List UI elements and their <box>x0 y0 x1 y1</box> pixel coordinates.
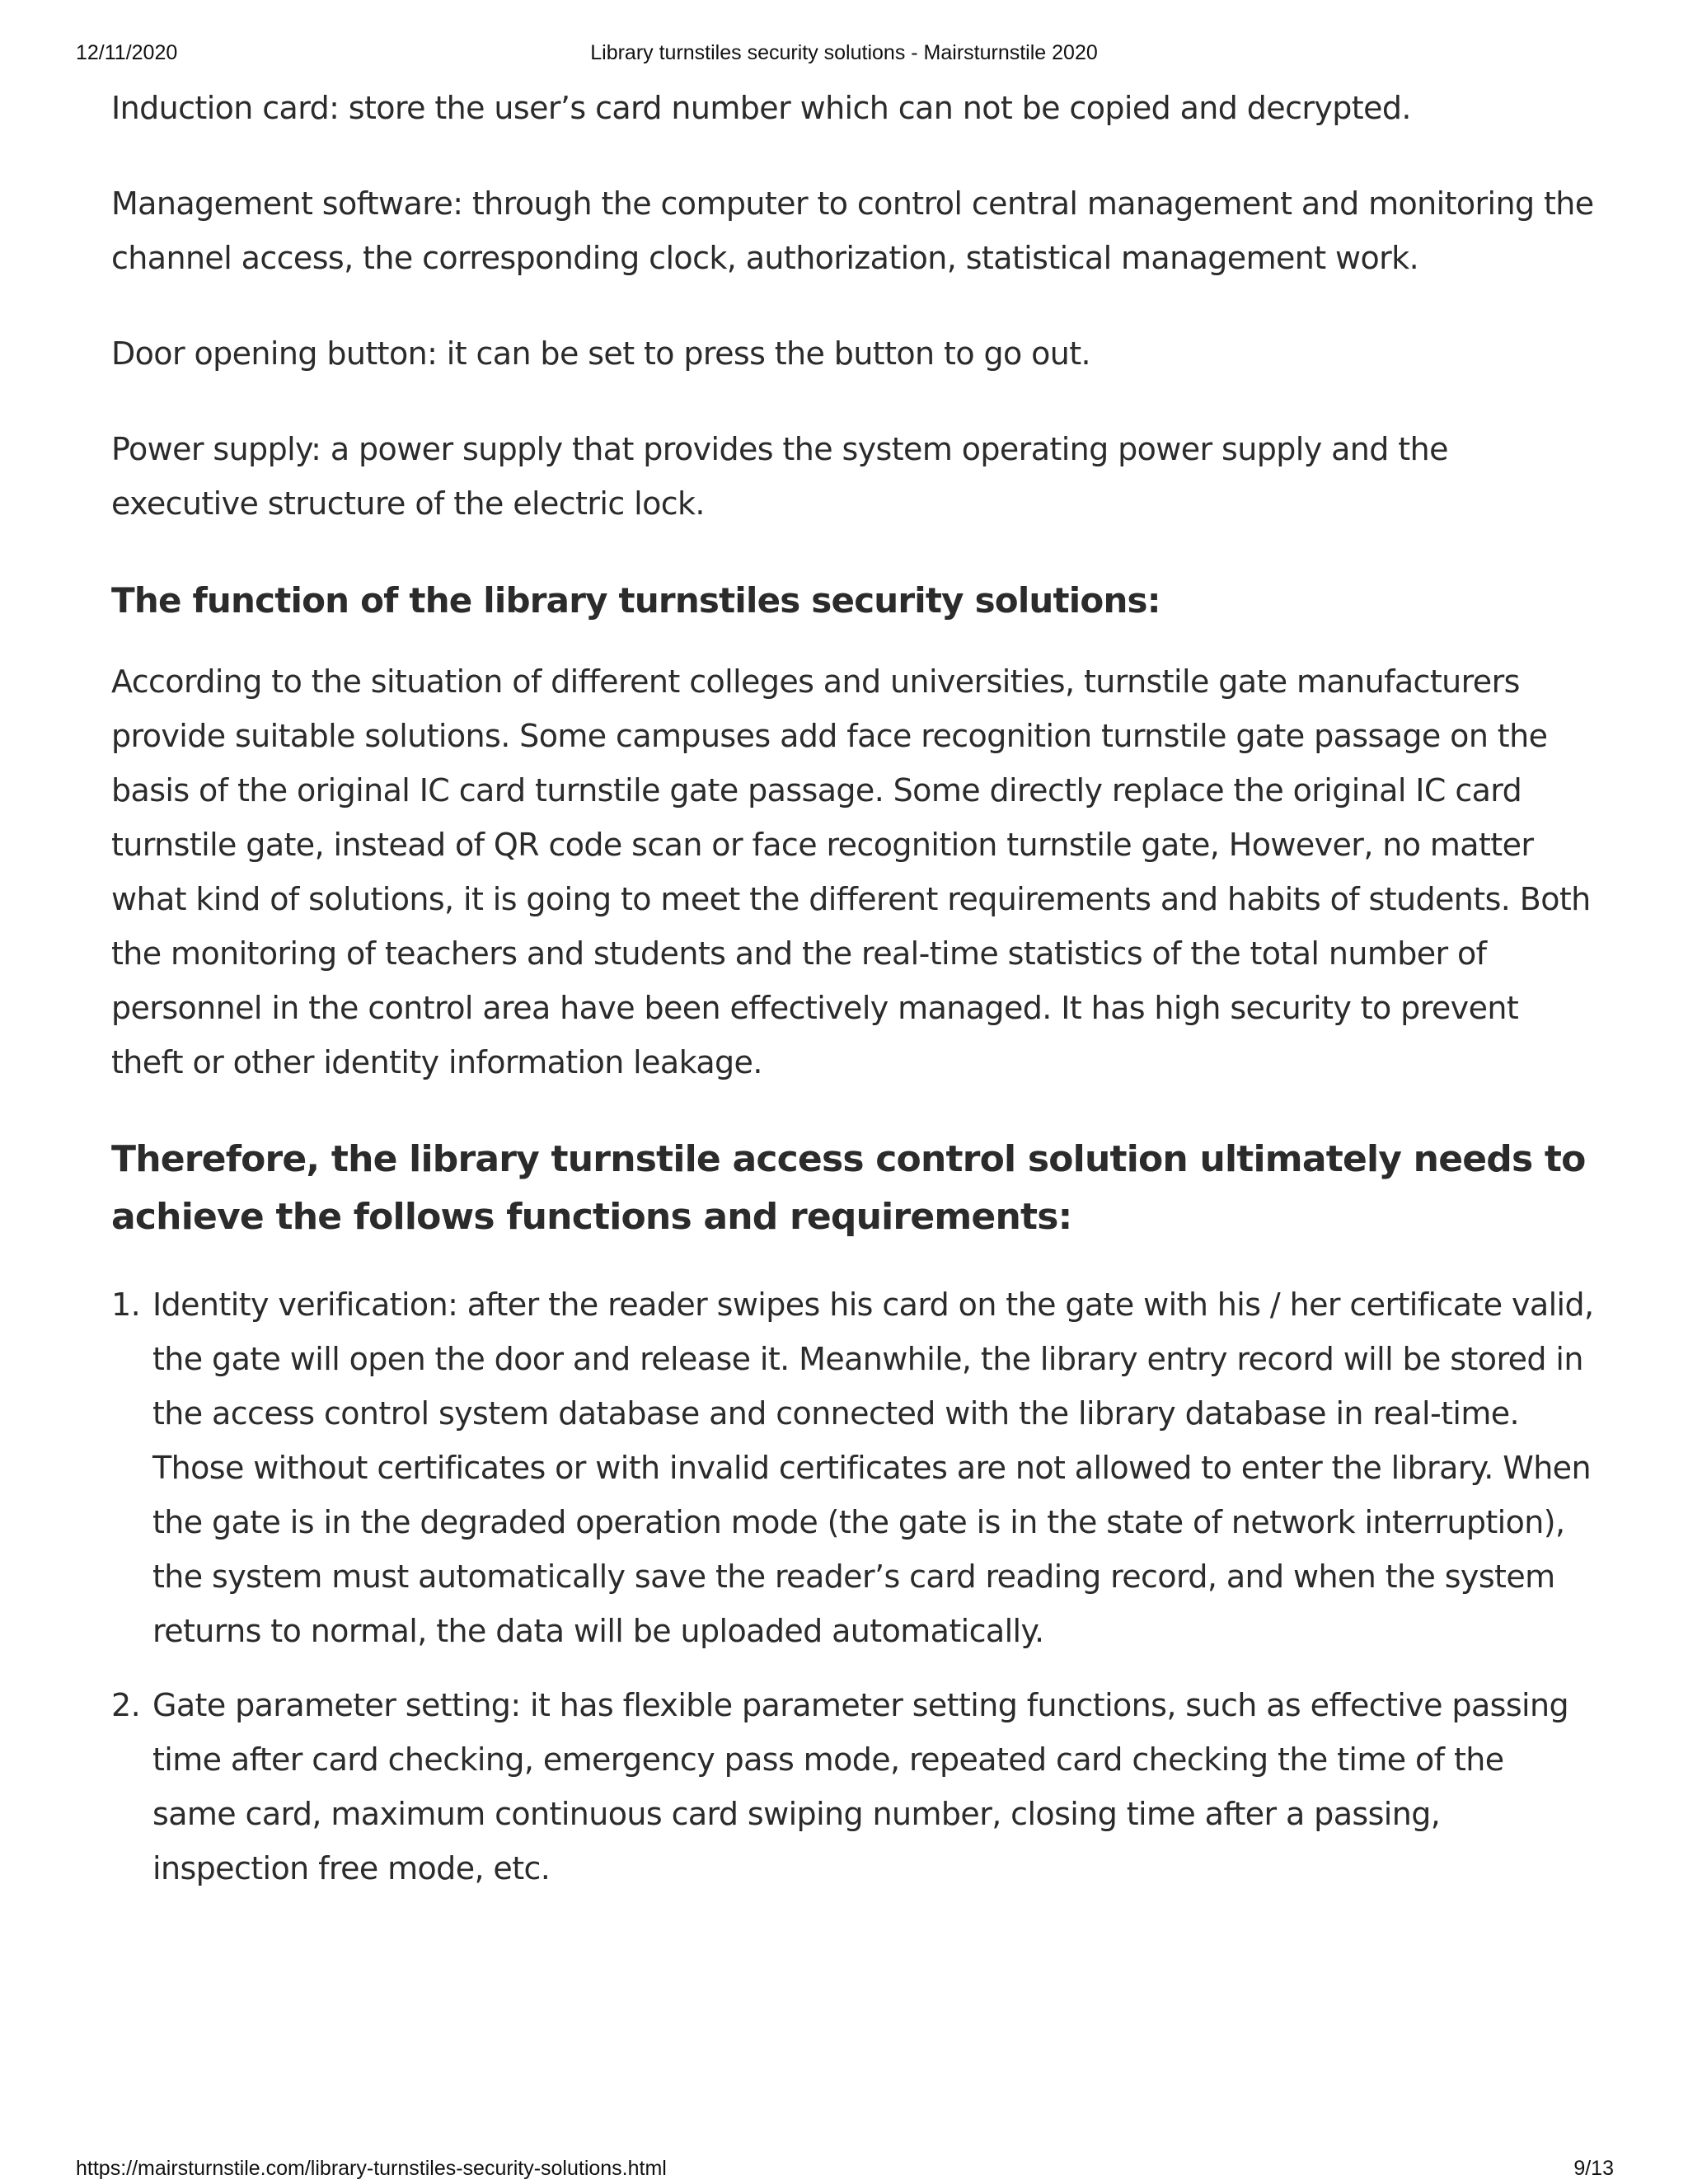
paragraph-management-software: Management software: through the computer to control central management and monitoring the channel access, the corresponding clock, authorization, statistical management work. <box>111 185 1594 276</box>
list-item <box>111 1678 1595 1896</box>
list-item-text: Gate parameter setting: it has flexible parameter setting functions, such as effective passing time after card checking, emergency pass mode, repeated card checking the time of the same card, maximum continuous card swiping number, closing time after a passing, inspection free mode, etc. <box>152 1687 1568 1886</box>
paragraph-function: According to the situation of different colleges and universities, turnstile gate manufacturers provide suitable solutions. Some campuses add face recognition turnstile gate passage on the basis of the original IC card turnstile gate passage. Some directly replace the original IC card turnstile gate, instead of QR code scan or face recognition turnstile gate, However, no matter what kind of solutions, it is going to meet the different requirements and habits of students. Both the monitoring of teachers and students and the real-time statistics of the total number of personnel in the control area have been effectively managed. It has high security to prevent theft or other identity information leakage. <box>111 663 1591 1080</box>
print-header <box>0 41 1688 68</box>
print-date: 12/11/2020 <box>76 41 178 64</box>
paragraph-power-supply: Power supply: a power supply that provides the system operating power supply and the executive structure of the electric lock. <box>111 431 1448 522</box>
requirements-list <box>111 1277 1595 1896</box>
print-footer <box>0 2157 1688 2183</box>
paragraph-door-opening-button: Door opening button: it can be set to press the button to go out. <box>111 335 1091 372</box>
print-page-title: Library turnstiles security solutions - Mairsturnstile 2020 <box>590 41 1098 64</box>
list-item-text: Identity verification: after the reader swipes his card on the gate with his / her certificate valid, the gate will open the door and release it. Meanwhile, the library entry record will be stored in the access control system database and connected with the library database in real-time. Those without certificates or with invalid certificates are not allowed to enter the library. When the gate is in the degraded operation mode (the gate is in the state of network interruption), the system must automatically save the reader’s card reading record, and when the system returns to normal, the data will be uploaded automatically. <box>152 1286 1594 1649</box>
article-content <box>111 81 1595 1915</box>
list-item-number: 1. <box>111 1286 141 1323</box>
list-item-number: 2. <box>111 1687 141 1723</box>
heading-requirements: Therefore, the library turnstile access control solution ultimately needs to achieve the follows functions and requirements: <box>111 1138 1586 1238</box>
list-item <box>111 1277 1595 1658</box>
page-number: 9/13 <box>1573 2157 1614 2180</box>
paragraph-induction-card: Induction card: store the user’s card number which can not be copied and decrypted. <box>111 90 1411 126</box>
heading-function: The function of the library turnstiles security solutions: <box>111 580 1160 621</box>
print-url: https://mairsturnstile.com/library-turnstiles-security-solutions.html <box>76 2157 667 2180</box>
